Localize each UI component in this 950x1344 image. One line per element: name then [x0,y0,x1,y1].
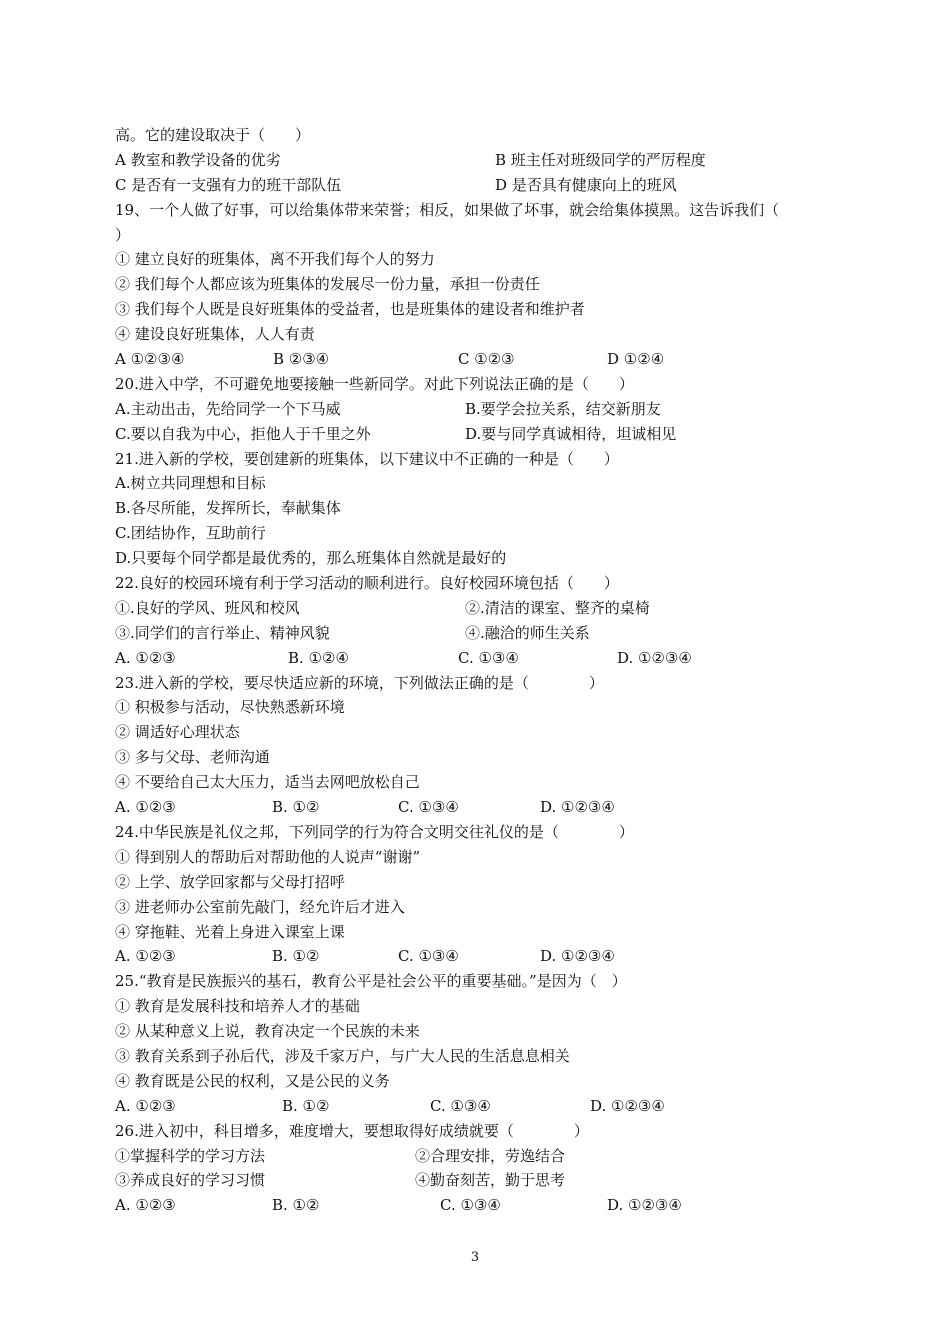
option-d: D. ①②③④ [590,1096,665,1115]
question-26 [115,1119,845,1144]
option-row [115,646,845,671]
option-d: D. ①②③④ [607,1196,682,1215]
question-stem-continued: 高。它的建设取决于（ ） [115,126,311,144]
statement-4: ④勤奋刻苦，勤于思考 [415,1171,566,1190]
statement-4: ④.融洽的师生关系 [465,623,590,642]
option-c: C. ①③④ [430,1096,491,1115]
option-c: C. ①③④ [398,947,459,966]
option-c: C. ①③④ [398,798,459,817]
option-d: D. ①②③④ [540,798,615,817]
statement [115,720,845,745]
option-d: D.只要每个同学都是最优秀的，那么班集体自然就是最好的 [115,549,507,568]
statement [115,895,845,920]
statement [115,745,845,770]
question-stem: 21.进入新的学校，要创建新的班集体，以下建议中不正确的一种是（ ） [115,449,619,468]
option-b: B. ①② [272,947,320,966]
option-b: B ②③④ [273,350,330,369]
option-a: A 教室和教学设备的优劣 [115,150,281,169]
option-d: D. ①②③④ [617,648,692,667]
question-stem: 25.“教育是民族振兴的基石，教育公平是社会公平的重要基础。”是因为（ ） [115,972,627,991]
statement [115,770,845,795]
option-d: D.要与同学真诚相待，坦诚相见 [465,424,677,443]
option-row [115,1193,845,1218]
option-row [115,944,845,969]
option-b: B. ①② [272,1196,320,1215]
statement-3: ③ 教育关系到子孙后代，涉及千家万户，与广大人民的生活息息相关 [115,1046,570,1065]
option-row [115,397,845,422]
statement-4: ④ 不要给自己太大压力，适当去网吧放松自己 [115,773,420,792]
option-a: A. ①②③ [115,648,176,667]
option-d: D 是否具有健康向上的班风 [495,175,677,194]
statement-1: ① 教育是发展科技和培养人才的基础 [115,997,360,1016]
option-row [115,496,845,521]
option-b: B. ①② [282,1096,330,1115]
statement-3: ③ 我们每个人既是良好班集体的受益者，也是班集体的建设者和维护者 [115,300,585,319]
question-21 [115,447,845,472]
text-line [115,223,845,248]
option-b: B 班主任对班级同学的严厉程度 [495,150,706,169]
option-b: B. ①② [272,798,320,817]
statement-1: ① 建立良好的班集体，离不开我们每个人的努力 [115,250,435,269]
question-20 [115,372,845,397]
option-c: C ①②③ [458,350,515,369]
question-25 [115,969,845,994]
statement-3: ③ 多与父母、老师沟通 [115,748,270,767]
option-row [115,546,845,571]
question-content [115,123,845,1218]
option-b: B. ①②④ [288,648,349,667]
statement [115,322,845,347]
statement-1: ① 得到别人的帮助后对帮助他的人说声“谢谢” [115,847,421,866]
statement-2: ② 上学、放学回家都与父母打招呼 [115,872,345,891]
question-stem: 24.中华民族是礼仪之邦，下列同学的行为符合文明交往礼仪的是（ ） [115,822,634,841]
option-row [115,422,845,447]
page-number: 3 [470,1250,480,1265]
option-c: C. ①③④ [458,648,519,667]
question-22 [115,571,845,596]
option-row [115,1094,845,1119]
statement-3: ③ 进老师办公室前先敲门，经允许后才进入 [115,897,405,916]
statement [115,994,845,1019]
statement-row [115,596,845,621]
option-d: D. ①②③④ [540,947,615,966]
statement [115,247,845,272]
question-23 [115,671,845,696]
statement [115,1019,845,1044]
statement-1: ① 积极参与活动，尽快熟悉新环境 [115,698,345,717]
option-row [115,173,845,198]
statement-2: ② 调适好心理状态 [115,723,240,742]
option-a: A. ①②③ [115,947,176,966]
option-row [115,148,845,173]
question-stem: 20.进入中学，不可避免地要接触一些新同学。对此下列说法正确的是（ ） [115,374,634,393]
statement-2: ② 从某种意义上说，教育决定一个民族的未来 [115,1022,420,1041]
statement-3: ③养成良好的学习习惯 [115,1171,266,1190]
statement-row [115,1168,845,1193]
statement-1: ①掌握科学的学习方法 [115,1146,266,1165]
option-b: B.各尽所能，发挥所长，奉献集体 [115,499,341,518]
question-19 [115,198,845,223]
option-c: C 是否有一支强有力的班干部队伍 [115,175,342,194]
option-a: A. ①②③ [115,1096,176,1115]
statement [115,845,845,870]
question-stem-continued: ） [115,225,131,244]
statement-row [115,1144,845,1169]
option-a: A. ①②③ [115,1196,176,1215]
option-a: A.主动出击，先给同学一个下马威 [115,399,341,418]
question-stem: 26.进入初中，科目增多，难度增大，要想取得好成绩就要（ ） [115,1121,589,1140]
question-stem: 23.进入新的学校，要尽快适应新的环境，下列做法正确的是（ ） [115,673,604,692]
statement [115,920,845,945]
option-row [115,521,845,546]
option-c: C. ①③④ [440,1196,501,1215]
option-b: B.要学会拉关系，结交新朋友 [465,399,661,418]
statement-2: ②.清洁的课室、整齐的桌椅 [465,598,650,617]
option-c: C.要以自我为中心，拒他人于千里之外 [115,424,371,443]
text-line [115,123,845,148]
option-row [115,795,845,820]
statement [115,1069,845,1094]
question-24 [115,820,845,845]
statement-2: ② 我们每个人都应该为班集体的发展尽一份力量，承担一份责任 [115,275,540,294]
statement-row [115,621,845,646]
option-a: A. ①②③ [115,798,176,817]
option-row [115,471,845,496]
option-a: A ①②③④ [115,350,185,369]
statement [115,272,845,297]
question-stem: 22.良好的校园环境有利于学习活动的顺利进行。良好校园环境包括（ ） [115,574,619,593]
statement-2: ②合理安排，劳逸结合 [415,1146,566,1165]
option-d: D ①②④ [607,350,665,369]
statement [115,695,845,720]
statement [115,870,845,895]
statement [115,297,845,322]
option-a: A.树立共同理想和目标 [115,474,266,493]
question-stem: 19、一个人做了好事，可以给集体带来荣誉；相反，如果做了坏事，就会给集体摸黑。这告诉我们（ [115,200,780,219]
statement-1: ①.良好的学风、班风和校风 [115,598,300,617]
statement-3: ③.同学们的言行举止、精神风貌 [115,623,330,642]
statement [115,1044,845,1069]
option-c: C.团结协作，互助前行 [115,524,266,543]
option-row [115,347,845,372]
statement-4: ④ 教育既是公民的权利，又是公民的义务 [115,1071,390,1090]
statement-4: ④ 穿拖鞋、光着上身进入课室上课 [115,922,345,941]
statement-4: ④ 建设良好班集体，人人有责 [115,325,315,344]
